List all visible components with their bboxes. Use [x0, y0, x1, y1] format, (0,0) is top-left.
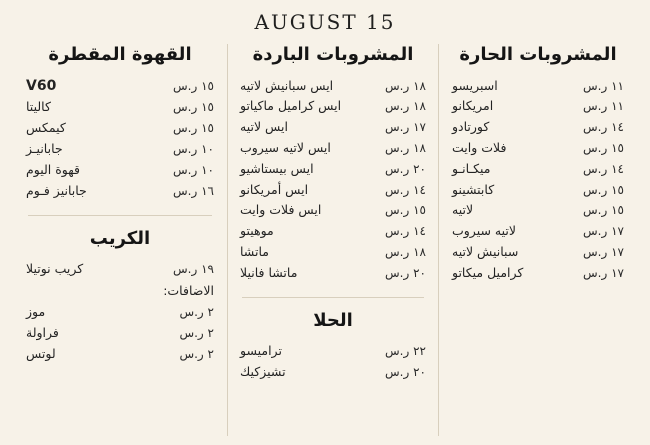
item-price: ٢٠ ر.س — [385, 161, 426, 176]
section-cold-drinks — [238, 44, 428, 283]
item-price: ١٧ ر.س — [583, 265, 624, 280]
item-name: جابانيـز — [26, 141, 63, 157]
item-name: موز — [26, 304, 46, 320]
list-item[interactable] — [238, 117, 428, 138]
item-name: لاتيه — [452, 202, 474, 218]
list-item[interactable] — [238, 362, 428, 383]
item-name: كيمكس — [26, 120, 66, 136]
list-item[interactable] — [450, 241, 626, 262]
list-item[interactable] — [450, 262, 626, 283]
item-price: ١٥ ر.س — [385, 203, 426, 218]
item-name: سبانيش لاتيه — [452, 243, 519, 259]
crepe-extras-label: الاضافات: — [163, 283, 214, 299]
item-price: ٢ ر.س — [179, 305, 214, 320]
item-name: لوتس — [26, 345, 56, 361]
item-price: ١٤ ر.س — [583, 161, 624, 176]
list-item[interactable] — [450, 137, 626, 158]
item-name: امريكانو — [452, 98, 494, 114]
item-name: ايس بيستاشيو — [240, 160, 314, 176]
item-price: ٢ ر.س — [179, 326, 214, 341]
item-name: ايس أمريكانو — [240, 181, 309, 197]
item-price: ١٥ ر.س — [173, 78, 214, 93]
item-price: ١٤ ر.س — [385, 224, 426, 239]
list-item[interactable] — [24, 180, 216, 201]
item-price: ١٧ ر.س — [583, 224, 624, 239]
list-item[interactable] — [24, 323, 216, 344]
menu-date: 15 AUGUST — [254, 10, 396, 34]
list-item[interactable] — [238, 158, 428, 179]
item-price: ١٥ ر.س — [173, 121, 214, 136]
section-hot-drinks — [450, 44, 626, 283]
list-item[interactable] — [450, 200, 626, 221]
item-name: تراميسو — [240, 343, 282, 359]
item-price: ١٦ ر.س — [173, 183, 214, 198]
item-price: ١٤ ر.س — [583, 120, 624, 135]
item-name: قهوة اليوم — [26, 161, 80, 177]
item-name: كورتادو — [452, 119, 490, 135]
section-title-filter-coffee: القهوة المقطرة — [48, 44, 192, 65]
list-item[interactable] — [238, 220, 428, 241]
list-item[interactable] — [238, 262, 428, 283]
list-item[interactable] — [24, 118, 216, 139]
hot-drinks-list — [450, 75, 626, 283]
section-title-crepe: الكريب — [89, 227, 151, 249]
item-price: ١٨ ر.س — [385, 78, 426, 93]
item-name: كراميل ميكاتو — [452, 264, 524, 280]
list-item[interactable] — [450, 220, 626, 241]
item-price: ١١ ر.س — [583, 99, 624, 114]
list-item[interactable] — [450, 96, 626, 117]
list-item[interactable] — [238, 241, 428, 262]
item-price: ١٥ ر.س — [583, 182, 624, 197]
filter-coffee-list — [24, 75, 216, 201]
item-name: ماتشا — [240, 243, 269, 259]
item-price: ١٨ ر.س — [385, 140, 426, 155]
item-name: ايس سبانيش لاتيه — [240, 77, 334, 93]
item-name: فلات وايت — [452, 139, 507, 155]
list-item[interactable] — [24, 159, 216, 180]
divider — [28, 215, 212, 216]
section-filter-coffee — [24, 44, 216, 201]
list-item[interactable] — [450, 158, 626, 179]
item-name: ايس لاتيه سيروب — [240, 139, 331, 155]
item-price: ١٧ ر.س — [385, 120, 426, 135]
item-price: ٢٠ ر.س — [385, 265, 426, 280]
item-name: كابتشينو — [452, 181, 495, 197]
list-item[interactable] — [24, 259, 216, 280]
cold-drinks-list — [238, 75, 428, 283]
divider — [242, 297, 424, 298]
list-item[interactable] — [24, 302, 216, 323]
item-price: ١٧ ر.س — [583, 244, 624, 259]
list-item[interactable] — [24, 343, 216, 364]
item-price: ١٥ ر.س — [583, 203, 624, 218]
item-name: ايس فلات وايت — [240, 202, 322, 218]
list-item[interactable] — [450, 75, 626, 96]
item-price: ١٤ ر.س — [385, 182, 426, 197]
list-item[interactable] — [238, 179, 428, 200]
list-item[interactable] — [450, 179, 626, 200]
item-name: تشيزكيك — [240, 364, 286, 380]
item-name: ميكـانـو — [452, 160, 491, 176]
item-name: ايس كراميل ماكياتو — [240, 98, 342, 114]
item-price: ٢ ر.س — [179, 346, 214, 361]
list-item[interactable] — [24, 138, 216, 159]
item-name: كاليتا — [26, 99, 51, 115]
item-price: ١٥ ر.س — [583, 140, 624, 155]
crepe-extras-list — [24, 302, 216, 364]
column-filter-coffee — [14, 44, 226, 436]
menu-columns — [14, 44, 636, 436]
item-name: V60 — [26, 77, 57, 94]
list-item[interactable] — [238, 75, 428, 96]
item-price: ٢٠ ر.س — [385, 365, 426, 380]
column-cold-drinks — [227, 44, 439, 436]
section-title-desserts: الحلا — [313, 309, 353, 331]
list-item[interactable] — [238, 200, 428, 221]
item-name: ايس لاتيه — [240, 119, 288, 135]
list-item[interactable] — [450, 117, 626, 138]
item-price: ١٩ ر.س — [173, 262, 214, 277]
item-price: ٢٢ ر.س — [385, 344, 426, 359]
crepe-list — [24, 259, 216, 280]
list-item[interactable] — [24, 97, 216, 118]
item-price: ١٠ ر.س — [173, 162, 214, 177]
item-name: موهيتو — [240, 223, 274, 239]
item-name: كريب نوتيلا — [26, 261, 84, 277]
item-name: فراولة — [26, 325, 59, 341]
column-hot-drinks — [440, 44, 636, 436]
list-item[interactable] — [24, 75, 216, 97]
item-name: لاتيه سيروب — [452, 223, 517, 239]
menu-header — [14, 6, 636, 44]
item-price: ١٥ ر.س — [173, 100, 214, 115]
item-price: ١٨ ر.س — [385, 99, 426, 114]
section-title-hot-drinks: المشروبات الحارة — [459, 44, 617, 65]
section-title-cold-drinks: المشروبات الباردة — [252, 44, 414, 65]
desserts-list — [238, 341, 428, 383]
item-price: ١٠ ر.س — [173, 142, 214, 157]
section-desserts — [238, 310, 428, 383]
item-price: ١١ ر.س — [583, 78, 624, 93]
item-name: اسبريسو — [452, 77, 498, 93]
list-item[interactable] — [238, 137, 428, 158]
list-item[interactable] — [238, 341, 428, 362]
item-price: ١٨ ر.س — [385, 244, 426, 259]
section-crepe — [24, 228, 216, 364]
list-item[interactable] — [238, 96, 428, 117]
item-name: جابانيز فـوم — [26, 182, 87, 198]
item-name: ماتشا فانيلا — [240, 264, 298, 280]
